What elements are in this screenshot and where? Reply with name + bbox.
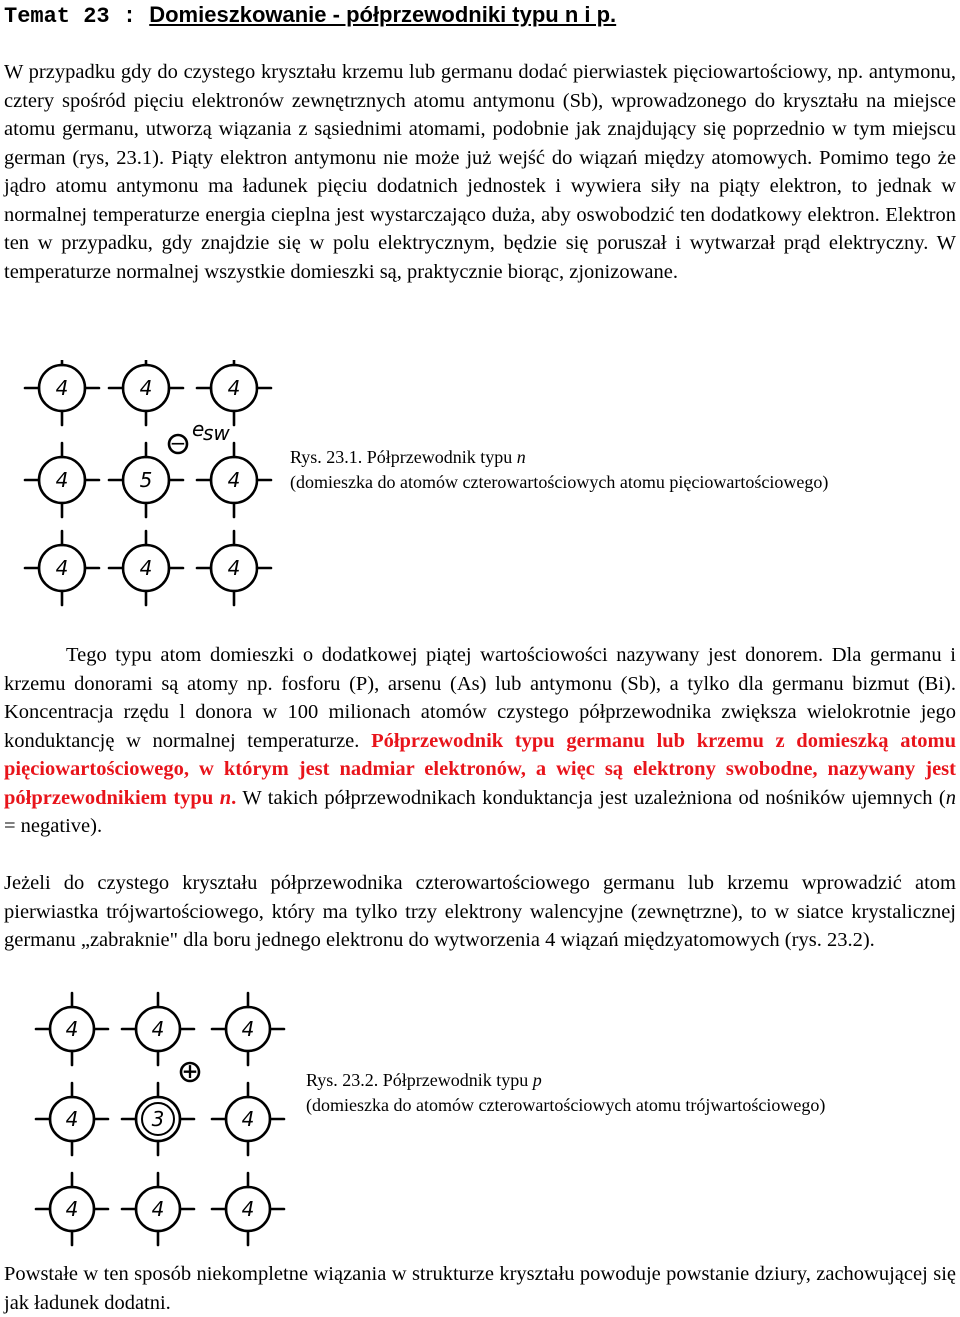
atom-label: 4 — [227, 376, 241, 400]
electron-sign: − — [169, 431, 187, 455]
hole-sign: + — [181, 1059, 199, 1083]
atom-label: 4 — [241, 1197, 255, 1221]
paragraph-2-part2: W takich półprzewodnikach konduktancja jest uzależniona od nośników ujemnych ( — [236, 786, 946, 809]
paragraph-3: Jeżeli do czystego kryształu półprzewodnika czterowartościowego germanu lub krzemu wprowadzić atom pierwiastka trójwartościowego, który ma tylko trzy elektrony walencyjne (zewnętrzne), to w siatce krystalicznej germanu „zabraknie" dla boru jednego elektronu do wytworzenia 4 wiązań międzyatomowych (rys. 23.2). — [4, 872, 956, 951]
figure-2-caption-detail: (domieszka do atomów czterowartościowych atomu trójwartościowego) — [306, 1094, 826, 1115]
paragraph-2-n-letter: n — [945, 786, 956, 809]
title-prefix: Temat 23 : — [4, 4, 150, 29]
page-title — [4, 2, 616, 30]
atom-label: 4 — [65, 1107, 79, 1131]
n-type-definition-letter: n — [219, 786, 232, 809]
atom-label: 4 — [227, 556, 241, 580]
atom-label: 4 — [227, 468, 241, 492]
atom-label: 4 — [65, 1017, 79, 1041]
dopant-label: 5 — [139, 468, 153, 492]
paragraph-1: W przypadku gdy do czystego kryształu krzemu lub germanu dodać pierwiastek pięciowartościowy, np. antymonu, cztery spośród pięciu elektronów zewnętrznych atomu antymonu (Sb), wprowadzonego do kryształu na miejsce atomu germanu, utworzą wiązania z sąsiednimi atomami, podobnie jak znajdujący się poprzednio w tym miejscu german (rys, 23.1). Piąty elektron antymonu nie może już wejść do wiązań między atomowych. Pomimo tego że jądro atomu antymonu ma ładunek pięciu dodatnich jednostek i wywiera siły na piąty elektron, to jednak w normalnej temperaturze energia cieplna jest wystarczająco duża, aby oswobodzić ten dodatkowy elektron. Elektron ten w przypadku, gdy znajdzie się w polu elektrycznym, będzie się poruszał i wytwarzał prąd elektryczny. W temperaturze normalnej wszystkie domieszki są, praktycznie biorąc, zjonizowane. — [4, 61, 956, 283]
atom-label: 4 — [151, 1197, 165, 1221]
atom-label: 4 — [151, 1017, 165, 1041]
figure-n-type-lattice — [10, 360, 280, 620]
figure-1-caption-type: n — [516, 447, 526, 467]
figure-1-caption-prefix: Rys. 23.1. Półprzewodnik typu — [290, 447, 517, 467]
figure-1-caption — [290, 445, 828, 494]
atom-label: 4 — [241, 1017, 255, 1041]
paragraph-2-end: = negative). — [4, 815, 103, 837]
atom-label: 4 — [241, 1107, 255, 1131]
atom-label: 4 — [55, 556, 69, 580]
electron-label: e — [192, 417, 205, 441]
figure-p-type-lattice — [20, 985, 290, 1257]
dopant-label: 3 — [151, 1107, 165, 1131]
atom-label: 4 — [65, 1197, 79, 1221]
figure-2-caption-type: p — [532, 1070, 542, 1090]
figure-2-caption-prefix: Rys. 23.2. Półprzewodnik typu — [306, 1070, 533, 1090]
atom-label: 4 — [139, 556, 153, 580]
atom-label: 4 — [139, 376, 153, 400]
figure-2-caption — [306, 1068, 825, 1117]
n-type-definition-text: Półprzewodnik typu germanu lub krzemu z domieszką atomu pięciowartościowego, w którym jest nadmiar elektronów, a więc są elektrony swobodne, nazywany jest półprzewodnikiem typu — [4, 729, 956, 809]
atom-label: 4 — [55, 376, 69, 400]
title-topic: Domieszkowanie - półprzewodniki typu n i p. — [149, 2, 617, 27]
paragraph-2-part1: Tego typu atom domieszki o dodatkowej piątej wartościowości nazywany jest donorem. Dla germanu i krzemu donorami są atomy np. fosforu (P), arsenu (As) lub antymonu (Sb), a tylko dla germanu bizmut (Bi). Koncentracja rzędu l donora w 100 milionach atomów czystego półprzewodnika zwiększa wielokrotnie jego konduktancję w normalnej temperaturze. — [4, 644, 956, 752]
atom-label: 4 — [55, 468, 69, 492]
electron-subscript: sw — [203, 421, 230, 445]
figure-1-caption-detail: (domieszka do atomów czterowartościowych atomu pięciowartościowego) — [290, 471, 829, 492]
n-type-definition-end: . — [231, 786, 237, 809]
paragraph-4: Powstałe w ten sposób niekompletne wiązania w strukturze kryształu powoduje powstanie dziury, zachowującej się jak ładunek dodatni. — [4, 1263, 956, 1314]
paragraph-2 — [4, 641, 956, 841]
